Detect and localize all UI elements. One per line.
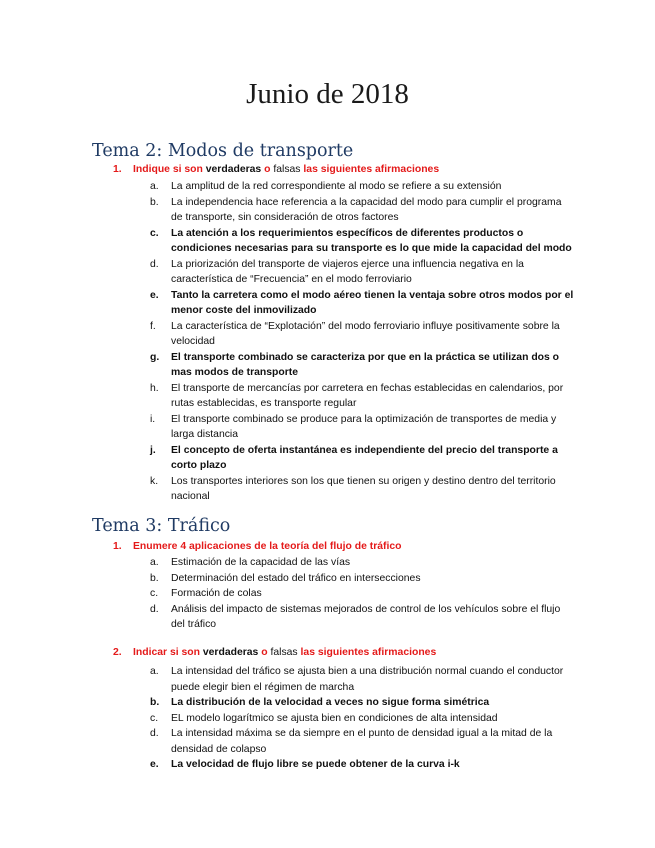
item-text: La atención a los requerimientos específicos de diferentes productos o condiciones necesarias para su transporte es lo que mide la capacidad del modo	[171, 227, 572, 254]
item-text: El transporte de mercancías por carretera en fechas establecidas en calendarios, por rutas establecidas, es transporte regular	[171, 382, 564, 409]
question-text-part: falsas	[273, 164, 301, 175]
list-item	[150, 443, 575, 474]
item-letter: e.	[150, 759, 159, 770]
question-tema2-1	[113, 164, 439, 175]
list-item	[150, 288, 575, 319]
question-text-part: las siguientes afirmaciones	[303, 164, 440, 175]
list-item	[150, 726, 575, 757]
item-letter: h.	[150, 382, 159, 394]
item-letter: a.	[150, 666, 159, 677]
list-item	[150, 381, 575, 412]
list-item	[150, 757, 575, 773]
page-title: Junio de 2018	[246, 78, 409, 110]
item-letter: d.	[150, 603, 159, 615]
item-letter: f.	[150, 320, 156, 332]
list-item	[150, 711, 575, 727]
item-letter: c.	[150, 588, 159, 599]
item-text: El concepto de oferta instantánea es independiente del precio del transporte a corto plazo	[171, 444, 558, 471]
item-text: La velocidad de flujo libre se puede obtener de la curva i-k	[171, 759, 460, 770]
list-item	[150, 350, 575, 381]
question-number: 1.	[113, 541, 122, 552]
item-letter: d.	[150, 258, 159, 270]
question-text-part: o	[261, 647, 268, 658]
question-text-part: Indique si son	[133, 164, 203, 175]
question-tema3-1	[113, 541, 402, 552]
list-item	[150, 226, 575, 257]
item-text: Los transportes interiores son los que tienen su origen y destino dentro del territorio nacional	[171, 475, 556, 502]
list-item	[150, 664, 575, 695]
list-item	[150, 695, 575, 711]
item-letter: j.	[150, 444, 156, 456]
question-text-part: falsas	[270, 647, 298, 658]
item-text: El transporte combinado se caracteriza por que en la práctica se utilizan dos o mas modos de transporte	[171, 351, 560, 378]
item-letter: d.	[150, 728, 159, 739]
question-text-part: Indicar si son	[133, 647, 200, 658]
list-item	[150, 412, 575, 443]
item-letter: c.	[150, 712, 159, 724]
item-text: La intensidad máxima se da siempre en el punto de densidad igual a la mitad de la densidad de colapso	[171, 728, 553, 755]
list-item	[150, 602, 575, 633]
item-letter: a.	[150, 557, 159, 568]
list-item	[150, 571, 575, 587]
question-text-part: verdaderas	[202, 647, 259, 658]
question-number: 1.	[113, 164, 122, 175]
answer-list-tema3-1	[150, 555, 575, 633]
statement-list-tema3-2	[150, 664, 575, 773]
section-heading-tema3: Tema 3: Tráfico	[92, 516, 231, 536]
item-text: La distribución de la velocidad a veces no sigue forma simétrica	[171, 697, 490, 708]
item-text: EL modelo logarítmico se ajusta bien en condiciones de alta intensidad	[171, 712, 498, 724]
item-letter: b.	[150, 196, 159, 208]
question-text-part: verdaderas	[205, 164, 262, 175]
list-item	[150, 319, 575, 350]
item-letter: c.	[150, 227, 159, 239]
item-letter: a.	[150, 181, 159, 192]
list-item	[150, 555, 575, 571]
item-letter: g.	[150, 351, 160, 363]
item-letter: i.	[150, 413, 156, 425]
item-text: La intensidad del tráfico se ajusta bien a una distribución normal cuando el conductor puede elegir bien el régimen de marcha	[171, 666, 564, 693]
question-text-part: las siguientes afirmaciones	[300, 647, 437, 658]
question-tema3-2	[113, 647, 436, 658]
item-letter: b.	[150, 697, 160, 708]
item-text: La independencia hace referencia a la capacidad del modo para cumplir el programa de transporte, sin consideración de otros factores	[171, 196, 562, 223]
item-text: El transporte combinado se produce para la optimización de transportes de media y larga distancia	[171, 413, 557, 440]
question-text-part: o	[264, 164, 271, 175]
list-item	[150, 179, 575, 195]
list-item	[150, 257, 575, 288]
item-text: Análisis del impacto de sistemas mejorados de control de los vehículos sobre el flujo del tráfico	[171, 603, 561, 630]
item-text: La característica de “Explotación” del modo ferroviario influye positivamente sobre la velocidad	[171, 320, 560, 347]
item-text: Tanto la carretera como el modo aéreo tienen la ventaja sobre otros modos por el menor coste del inmovilizado	[171, 289, 574, 316]
item-text: Estimación de la capacidad de las vías	[171, 557, 351, 568]
item-text: La priorización del transporte de viajeros ejerce una influencia negativa en la característica de “Frecuencia” en el modo ferroviario	[171, 258, 524, 285]
list-item	[150, 474, 575, 505]
question-text: Enumere 4 aplicaciones de la teoría del flujo de tráfico	[133, 541, 402, 552]
list-item	[150, 586, 575, 602]
item-text: La amplitud de la red correspondiente al modo se refiere a su extensión	[171, 181, 502, 192]
question-number: 2.	[113, 647, 122, 658]
statement-list-tema2	[150, 179, 575, 505]
item-text: Formación de colas	[171, 588, 262, 599]
item-letter: k.	[150, 475, 159, 487]
item-text: Determinación del estado del tráfico en intersecciones	[171, 572, 421, 584]
section-heading-tema2: Tema 2: Modos de transporte	[92, 141, 354, 161]
item-letter: e.	[150, 289, 159, 301]
item-letter: b.	[150, 572, 159, 584]
list-item	[150, 195, 575, 226]
